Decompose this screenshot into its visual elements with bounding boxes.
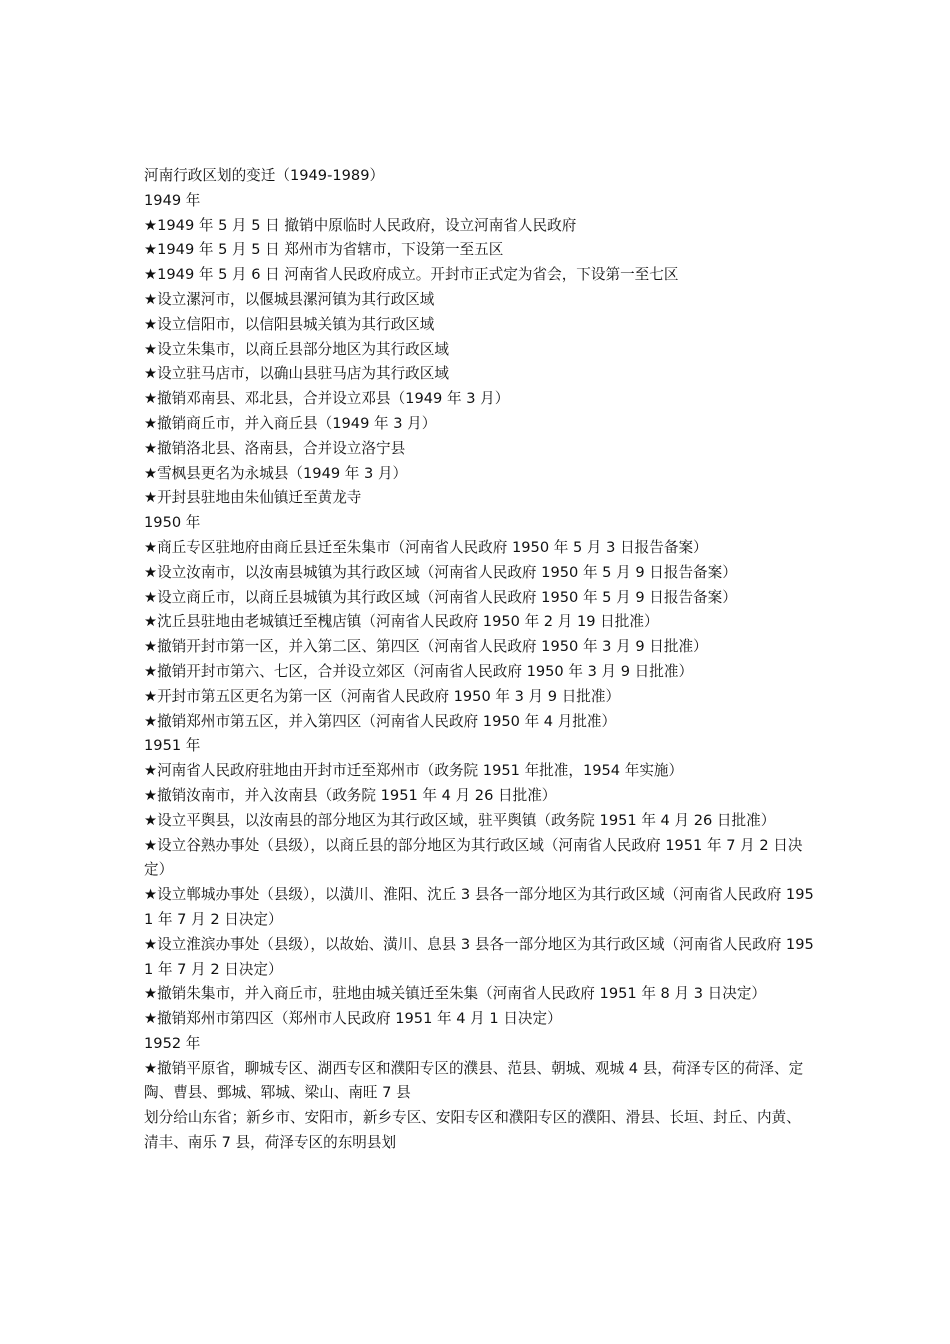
text-line: ★设立信阳市，以信阳县城关镇为其行政区域 — [144, 315, 435, 333]
text-line: 1952 年 — [144, 1034, 201, 1052]
document-body — [144, 164, 814, 1156]
text-line: ★1949 年 5 月 6 日 河南省人民政府成立。开封市正式定为省会，下设第一至七区 — [144, 266, 679, 284]
text-line: ★设立平舆县，以汝南县的部分地区为其行政区域，驻平舆镇（政务院 1951 年 4 月 26 日批准） — [144, 811, 776, 829]
text-line: 划分给山东省；新乡市、安阳市，新乡专区、安阳专区和濮阳专区的濮阳、滑县、长垣、封丘、内黄、清丰、南乐 7 县，荷泽专区的东明县划 — [144, 1109, 801, 1152]
text-line: ★设立郸城办事处（县级），以潢川、淮阳、沈丘 3 县各一部分地区为其行政区域（河南省人民政府 1951 年 7 月 2 日决定） — [144, 886, 814, 928]
text-line: ★撤销开封市第六、七区，合并设立郊区（河南省人民政府 1950 年 3 月 9 日批准） — [144, 662, 694, 680]
text-line: ★沈丘县驻地由老城镇迁至槐店镇（河南省人民政府 1950 年 2 月 19 日批准） — [144, 613, 659, 631]
text-line: ★撤销邓南县、邓北县，合并设立邓县（1949 年 3 月） — [144, 390, 510, 408]
text-line: ★撤销开封市第一区，并入第二区、第四区（河南省人民政府 1950 年 3 月 9 日批准） — [144, 638, 708, 656]
text-line: ★撤销商丘市，并入商丘县（1949 年 3 月） — [144, 414, 437, 432]
text-line: ★雪枫县更名为永城县（1949 年 3 月） — [144, 464, 408, 482]
text-line: ★设立朱集市，以商丘县部分地区为其行政区域 — [144, 340, 449, 358]
text-line: ★设立淮滨办事处（县级），以故始、潢川、息县 3 县各一部分地区为其行政区域（河南省人民政府 1951 年 7 月 2 日决定） — [144, 935, 814, 978]
text-line: ★1949 年 5 月 5 日 撤销中原临时人民政府，设立河南省人民政府 — [144, 216, 577, 234]
text-line: ★1949 年 5 月 5 日 郑州市为省辖市，下设第一至五区 — [144, 241, 504, 259]
text-line: ★商丘专区驻地府由商丘县迁至朱集市（河南省人民政府 1950 年 5 月 3 日报告备案） — [144, 538, 708, 556]
text-line: ★开封市第五区更名为第一区（河南省人民政府 1950 年 3 月 9 日批准） — [144, 687, 621, 705]
text-line: ★河南省人民政府驻地由开封市迁至郑州市（政务院 1951 年批准，1954 年实施） — [144, 762, 684, 780]
text-line: ★设立漯河市，以偃城县漯河镇为其行政区域 — [144, 290, 435, 308]
text-line: ★撤销洛北县、洛南县，合并设立洛宁县 — [144, 439, 406, 457]
text-line: ★设立汝南市，以汝南县城镇为其行政区域（河南省人民政府 1950 年 5 月 9 日报告备案） — [144, 563, 737, 581]
text-line: ★撤销郑州市第四区（郑州市人民政府 1951 年 4 月 1 日决定） — [144, 1010, 562, 1028]
text-line: 1950 年 — [144, 514, 201, 532]
text-line: ★设立驻马店市，以确山县驻马店为其行政区域 — [144, 365, 449, 383]
text-line: ★撤销郑州市第五区，并入第四区（河南省人民政府 1950 年 4 月批准） — [144, 712, 617, 730]
text-line: ★开封县驻地由朱仙镇迁至黄龙寺 — [144, 489, 362, 507]
document-title: 河南行政区划的变迁（1949-1989） — [144, 167, 385, 184]
text-line: ★撤销汝南市，并入汝南县（政务院 1951 年 4 月 26 日批准） — [144, 786, 557, 804]
text-line: ★撤销朱集市，并入商丘市，驻地由城关镇迁至朱集（河南省人民政府 1951 年 8 月 3 日决定） — [144, 985, 767, 1003]
text-line: 1951 年 — [144, 737, 201, 755]
text-line: ★设立谷熟办事处（县级），以商丘县的部分地区为其行政区域（河南省人民政府 1951 年 7 月 2 日决定） — [144, 836, 803, 879]
text-line: ★设立商丘市，以商丘县城镇为其行政区域（河南省人民政府 1950 年 5 月 9 日报告备案） — [144, 588, 737, 606]
text-line: ★撤销平原省，聊城专区、湖西专区和濮阳专区的濮县、范县、朝城、观城 4 县，荷泽专区的荷泽、定陶、曹县、鄄城、郓城、梁山、南旺 7 县 — [144, 1059, 804, 1102]
text-line: 1949 年 — [144, 191, 201, 209]
